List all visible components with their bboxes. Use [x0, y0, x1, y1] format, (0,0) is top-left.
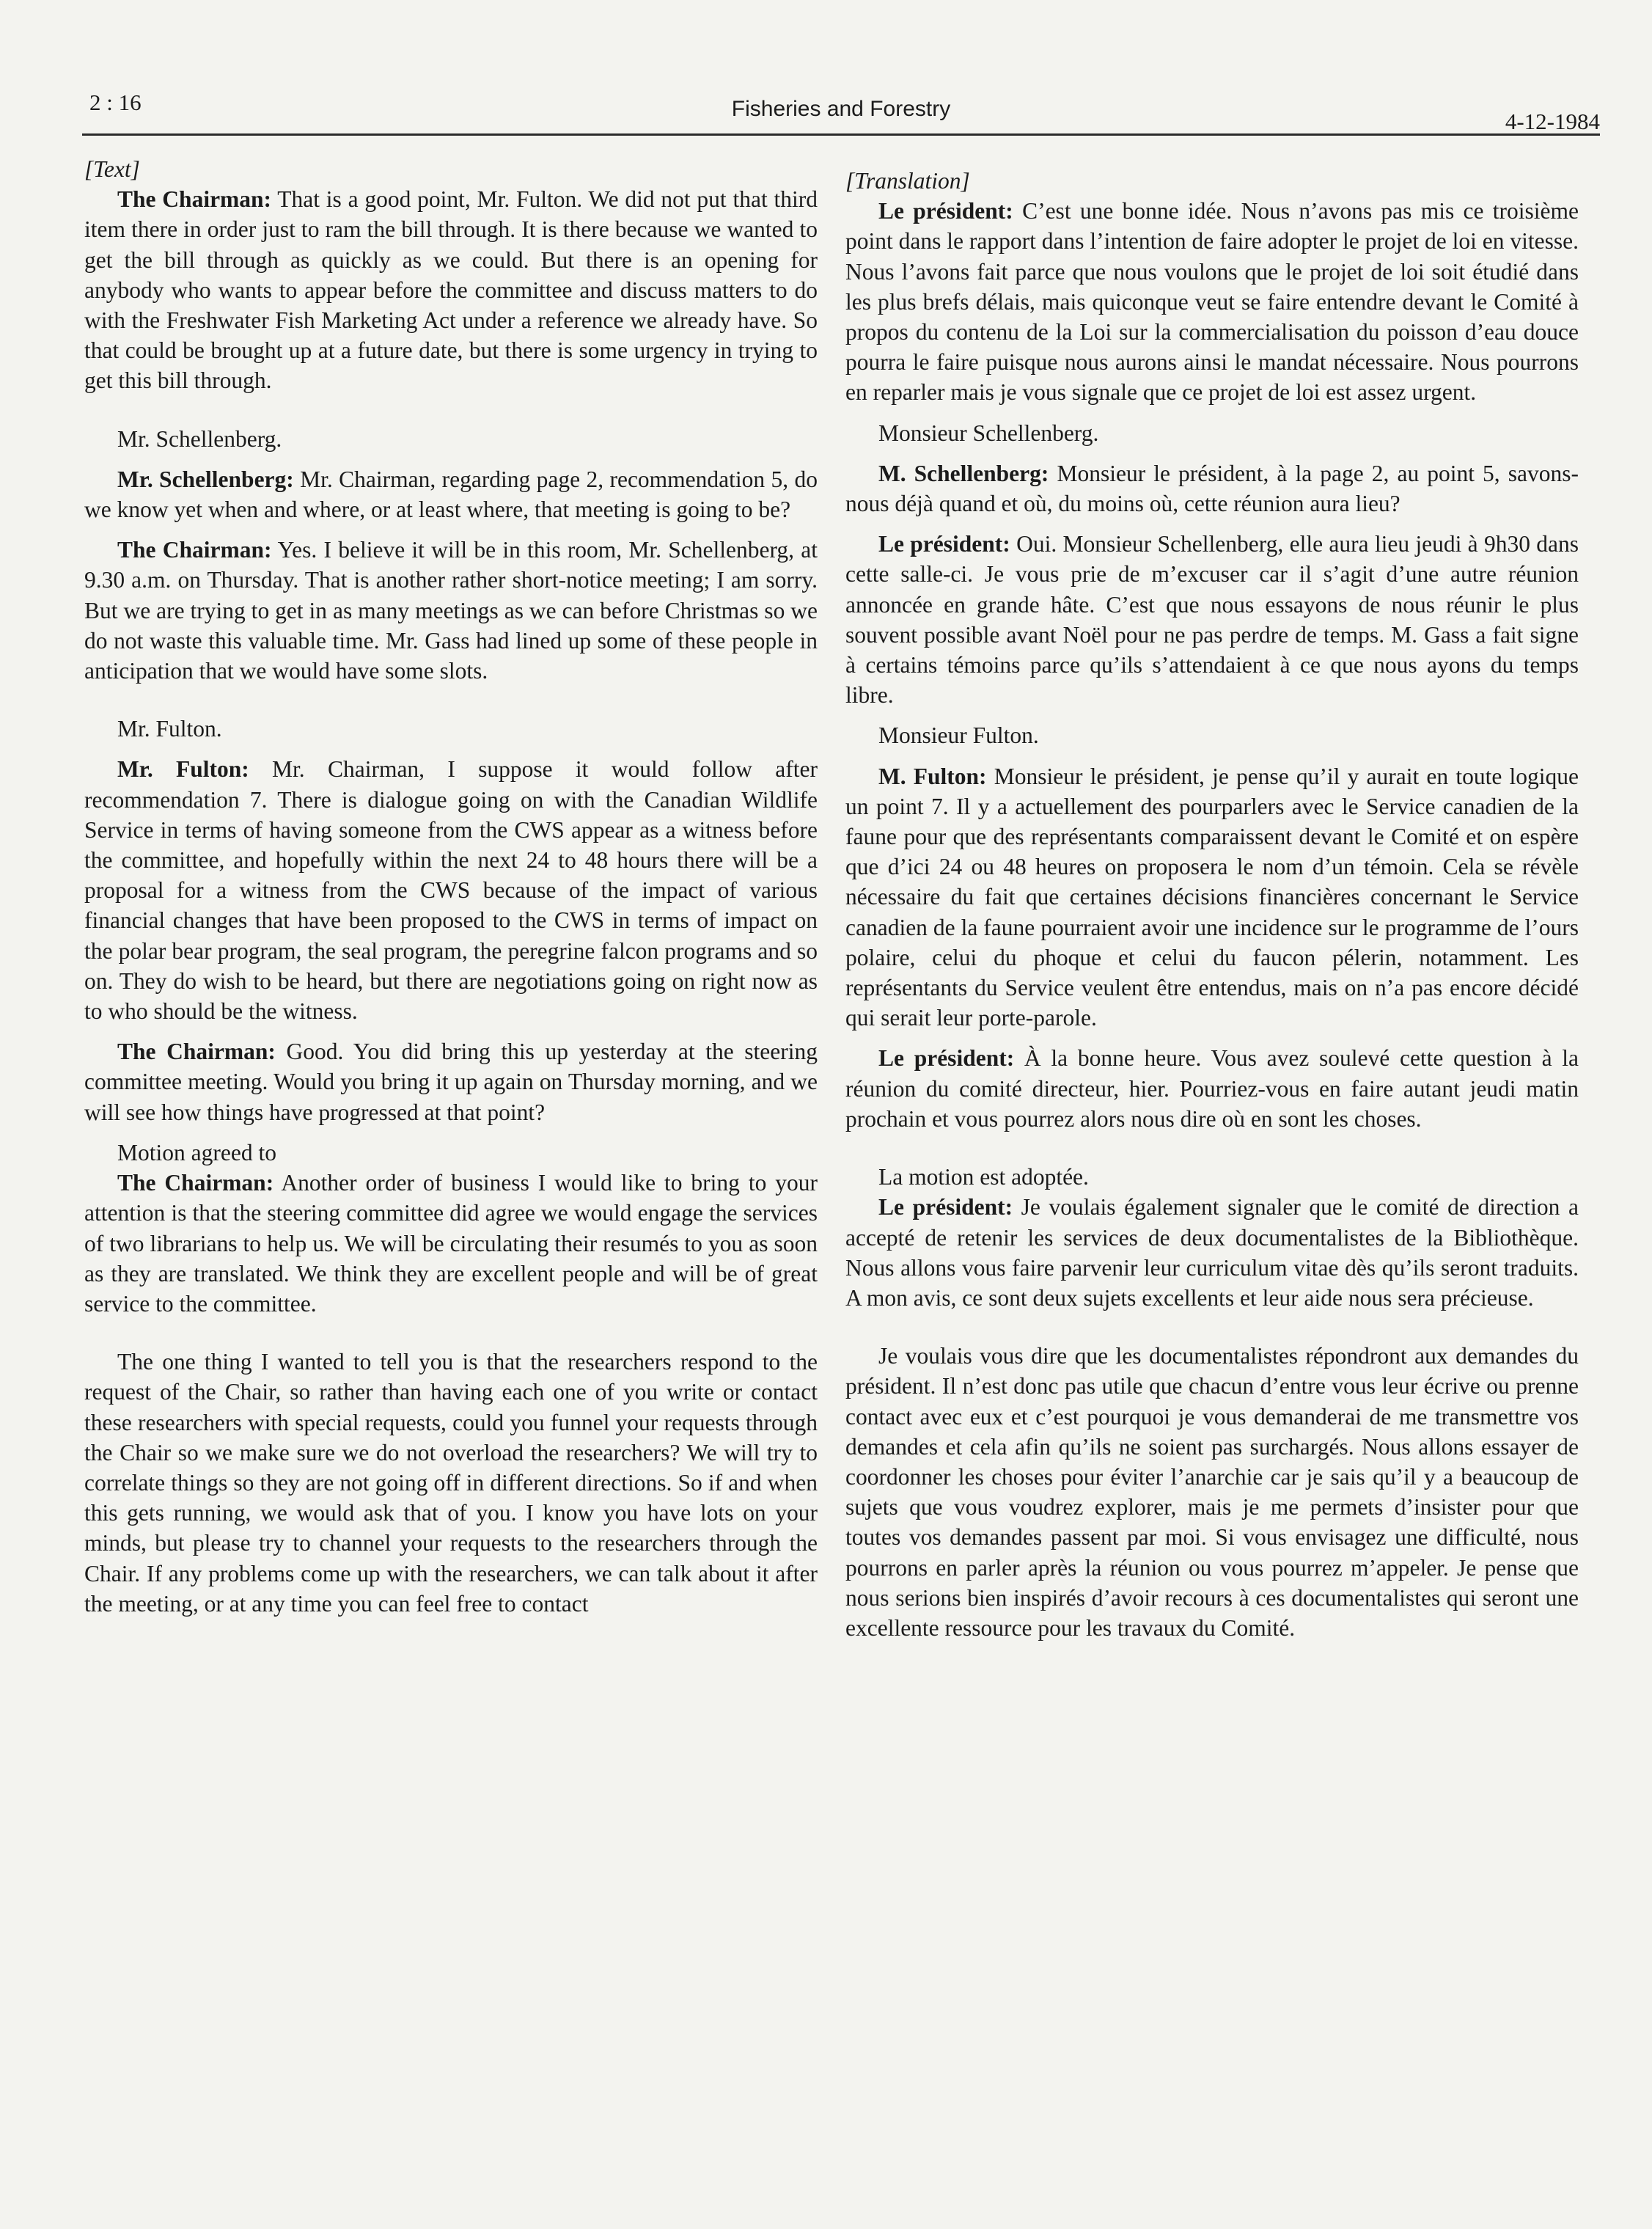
page-header [82, 87, 1600, 136]
motion-line: La motion est adoptée. [878, 1164, 1089, 1190]
column-label: [Translation] [845, 168, 970, 194]
speaker-name: M. Fulton: [878, 763, 987, 789]
paragraph [84, 535, 818, 686]
speech-text: Mr. Chairman, I suppose it would follow after recommendation 7. There is dialogue going on with the Canadian Wildlife Service in terms of having someone from the CWS appear as a witness before the committee, and hopefully within the next 24 to 48 hours there will be a proposal for a witness from the CWS because of the impact of various financial changes that have been proposed to the CWS in terms of impact on the polar bear program, the seal program, the peregrine falcon programs and so on. They do wish to be heard, but there are negotiations going on right now as to who should be the witness. [84, 756, 818, 1025]
paragraph [845, 529, 1579, 710]
paragraph [84, 1036, 818, 1127]
speaker-name: M. Schellenberg: [878, 460, 1049, 486]
motion-line: Motion agreed to [117, 1139, 276, 1165]
speaker-name: The Chairman: [117, 186, 272, 213]
speech-text: Monsieur le président, je pense qu’il y aurait en toute logique un point 7. Il y a actuellement des pourparlers avec le Service canadien de la faune pour que des représentants comparaissent devant le Comité et on espère que d’ici 24 ou 48 heures on proposera le nom d’un témoin. Cela se révèle nécessaire du fait que certaines décisions financières concernant le Service canadien de la faune pourraient avoir une incidence sur le programme de l’ours polaire, celui du phoque et celui du faucon pélerin, notamment. Les représentants du Service veulent être entendus, mais on n’a pas encore décidé qui serait leur porte-parole. [845, 763, 1579, 1031]
speech-text: À la bonne heure. Vous avez soulevé cette question à la réunion du comité directeur, hier. Pourriez-vous en faire autant jeudi matin prochain et vous pourrez alors nous dire où en sont les choses. [845, 1045, 1579, 1132]
running-title: Fisheries and Forestry [731, 97, 951, 121]
paragraph [845, 1043, 1579, 1134]
speaker-name: The Chairman: [117, 1170, 274, 1196]
speaker-name: Mr. Schellenberg: [117, 466, 294, 492]
page-date: 4-12-1984 [1505, 109, 1600, 134]
english-column [84, 154, 818, 1619]
page-number: 2 : 16 [89, 89, 142, 115]
speech-text: Monsieur le président, à la page 2, au point 5, savons-nous déjà quand et où, du moins où, cette réunion aura lieu? [845, 460, 1579, 517]
speech-text: Oui. Monsieur Schellenberg, elle aura lieu jeudi à 9h30 dans cette salle-ci. Je vous prie de m’excuser car il s’agit d’une autre réunion annoncée en grande hâte. C’est que nous essayons de nous réunir le plus souvent possible avant Noël pour ne pas perdre de temps. M. Gass a fait signe à certains témoins parce qu’ils s’attendaient à ce que nous ayons du temps libre. [845, 531, 1579, 709]
paragraph: Monsieur Fulton. [878, 722, 1039, 749]
speech-text: Good. You did bring this up yesterday at the steering committee meeting. Would you bring it up again on Thursday morning, and we will see how things have progressed at that point? [84, 1039, 818, 1125]
paragraph: The one thing I wanted to tell you is that the researchers respond to the request of the Chair, so rather than having each one of you write or contact these researchers with special requests, could you funnel your requests through the Chair so we make sure we do not overload the researchers? We will try to correlate things so they are not going off in different directions. So if and when this gets running, we would ask that of you. I know you have lots on your minds, but please try to channel your requests to the researchers through the Chair. If any problems come up with the researchers, we can talk about it after the meeting, or at any time you can feel free to contact [84, 1349, 818, 1617]
paragraph [84, 184, 818, 395]
paragraph: Mr. Fulton. [117, 716, 222, 742]
speech-text: Yes. I believe it will be in this room, Mr. Schellenberg, at 9.30 a.m. on Thursday. That is another rather short-notice meeting; I am sorry. But we are trying to get in as many meetings as we can before Christmas so we do not waste this valuable time. Mr. Gass had lined up some of these people in anticipation that we would have some slots. [84, 537, 818, 684]
paragraph [845, 458, 1579, 519]
speech-text: Another order of business I would like to bring to your attention is that the steering committee did agree we would engage the services of two librarians to help us. We will be circulating their resumés to you as soon as they are translated. We think they are excellent people and will be of great service to the committee. [84, 1170, 818, 1317]
speaker-name: The Chairman: [117, 537, 272, 563]
speaker-name: The Chairman: [117, 1039, 276, 1065]
paragraph [84, 754, 818, 1026]
paragraph [84, 1168, 818, 1319]
speech-text: Mr. Chairman, regarding page 2, recommendation 5, do we know yet when and where, or at least where, that meeting is going to be? [84, 466, 818, 523]
french-column [845, 166, 1579, 1643]
speech-text: That is a good point, Mr. Fulton. We did not put that third item there in order just to ram the bill through. It is there because we wanted to get the bill through as quickly as we could. But there is an opening for anybody who wants to appear before the committee and discuss matters to do with the Freshwater Fish Marketing Act under a reference we already have. So that could be brought up at a future date, but there is some urgency in trying to get this bill through. [84, 186, 818, 394]
speech-text: C’est une bonne idée. Nous n’avons pas mis ce troisième point dans le rapport dans l’intention de faire adopter le projet de loi en vitesse. Nous l’avons fait parce que nous voulons que le projet de loi soit étudié dans les plus brefs délais, mais quiconque veut se faire entendre devant le Comité à propos du contenu de la Loi sur la commercialisation du poisson d’eau douce pourra le faire puisque nous aurons ainsi le mandat nécessaire. Nous pourrons en reparler mais je vous signale que ce projet de loi est assez urgent. [845, 198, 1579, 406]
paragraph: Je voulais vous dire que les documentalistes répondront aux demandes du président. Il n’est donc pas utile que chacun d’entre vous leur écrive ou prenne contact avec eux et c’est pourquoi je vous demanderai de me transmettre vos demandes et cela afin qu’ils ne soient pas surchargés. Nous allons essayer de coordonner les choses pour éviter l’anarchie car je sais qu’il y a beaucoup de sujets que vous voudrez explorer, mais je me permets d’insister pour que toutes vos demandes passent par moi. Si vous envisagez une difficulté, nous pourrons en parler après la réunion ou vous pourrez m’appeler. Je pense que nous serions bien inspirés d’avoir recours à ces documentalistes qui seront une excellente ressource pour les travaux du Comité. [845, 1343, 1579, 1641]
speaker-name: Le président: [878, 1045, 1015, 1072]
speaker-name: Le président: [878, 198, 1013, 224]
column-label: [Text] [84, 156, 140, 182]
paragraph [84, 464, 818, 524]
paragraph [845, 196, 1579, 407]
paragraph [845, 761, 1579, 1033]
paragraph: Mr. Schellenberg. [117, 425, 282, 452]
speaker-name: Le président: [878, 1194, 1013, 1220]
paragraph: Monsieur Schellenberg. [878, 420, 1099, 446]
speech-text: Je voulais également signaler que le comité de direction a accepté de retenir les services de deux documentalistes de la Bibliothèque. Nous allons vous faire parvenir leur curriculum vitae dès qu’ils seront traduits. A mon avis, ce sont deux sujets excellents et leur aide nous sera précieuse. [845, 1194, 1579, 1311]
speaker-name: Mr. Fulton: [117, 756, 249, 783]
speaker-name: Le président: [878, 531, 1010, 557]
paragraph [845, 1192, 1579, 1313]
